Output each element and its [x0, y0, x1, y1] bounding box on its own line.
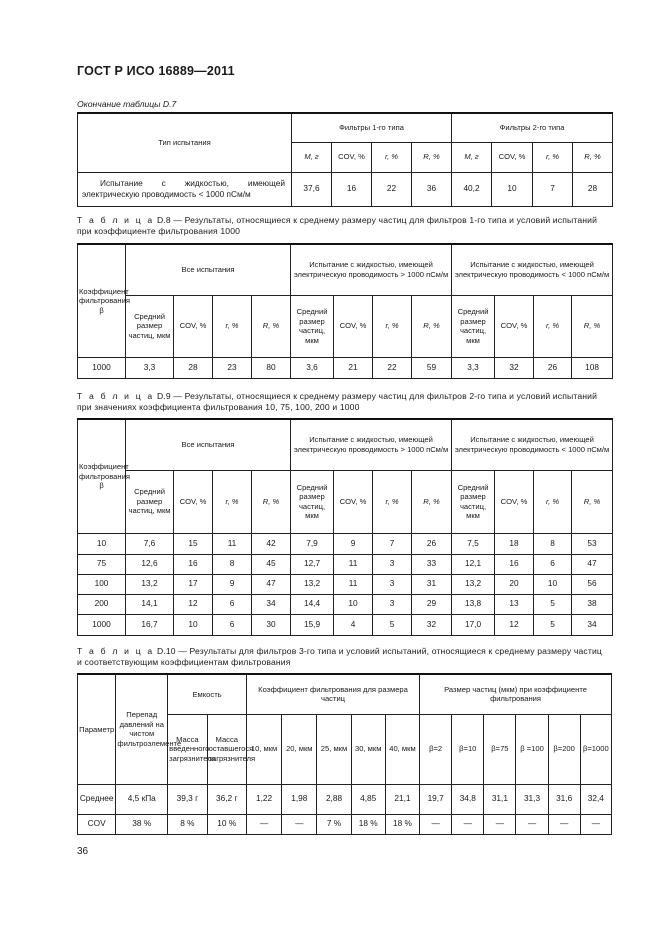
d9-sub-R: R, % [572, 470, 613, 533]
d8-sub-size: Средний размер частиц, мкм [126, 295, 174, 357]
d7-cell: 37,6 [292, 172, 332, 206]
d10-sub-beta: 25, мкм [317, 714, 351, 784]
d10-sub-beta: 20, мкм [282, 714, 317, 784]
d9-cell: 5 [373, 614, 412, 635]
d10-cell: 2,88 [317, 784, 351, 814]
d9-cell: 4 [334, 614, 373, 635]
d9-cell: 13,8 [452, 594, 495, 614]
d8-sub-size: Средний размер частиц, мкм [452, 295, 495, 357]
d10-cell: 18 % [385, 814, 419, 834]
d7-cell: 40,2 [452, 172, 492, 206]
d8-cell: 108 [572, 357, 613, 378]
d9-sub-R: R, % [412, 470, 452, 533]
d8-sub-r: r, % [213, 295, 252, 357]
d10-header-beta: Коэффициент фильтрования для размера частиц [246, 674, 419, 714]
d9-header-coef: Коэффициент фильтрования β [78, 419, 126, 533]
d7-sub-r: r, % [372, 142, 412, 172]
table-d7 [77, 112, 613, 207]
d9-cell: 10 [334, 594, 373, 614]
d10-header-pressure: Перепад давлений на чистом фильтроэлементе [116, 674, 168, 784]
d9-cell: 33 [412, 554, 452, 574]
d8-cell: 28 [174, 357, 213, 378]
d9-cell: 1000 [78, 614, 126, 635]
d7-sub-cov: COV, % [332, 142, 372, 172]
d10-cell: 18 % [351, 814, 385, 834]
d9-cell: 12,6 [126, 554, 174, 574]
d9-cell: 42 [252, 533, 291, 554]
d9-cell: 29 [412, 594, 452, 614]
d10-header-size: Размер частиц (мкм) при коэффициенте фильтрования [420, 674, 612, 714]
d10-sub-size: β=1000 [580, 714, 611, 784]
table-row [78, 614, 613, 635]
d9-cell: 3 [373, 574, 412, 594]
d9-cell: 10 [78, 533, 126, 554]
d9-header-all: Все испытания [126, 419, 291, 470]
d9-cell: 7,6 [126, 533, 174, 554]
d10-cell: 36,2 г [207, 784, 246, 814]
d10-cell: 31,3 [516, 784, 548, 814]
d9-sub-size: Средний размер частиц, мкм [452, 470, 495, 533]
d9-cell: 38 [572, 594, 613, 614]
d9-cell: 6 [534, 554, 572, 574]
d10-sub-size: β =100 [516, 714, 548, 784]
d8-sub-cov: COV, % [495, 295, 534, 357]
d9-cell: 3 [373, 554, 412, 574]
d9-cell: 20 [495, 574, 534, 594]
table-d10 [77, 673, 612, 835]
d9-sub-R: R, % [252, 470, 291, 533]
d8-cell: 1000 [78, 357, 126, 378]
d8-cell: 22 [373, 357, 412, 378]
d10-header-capacity: Емкость [168, 674, 247, 714]
d10-cell: — [580, 814, 611, 834]
d9-cell: 6 [213, 614, 252, 635]
d9-cell: 200 [78, 594, 126, 614]
d9-header-gt: Испытание с жидкостью, имеющей электрическую проводимость > 1000 пСм/м [291, 419, 452, 470]
d9-cell: 9 [334, 533, 373, 554]
d8-cell: 32 [495, 357, 534, 378]
d9-cell: 7,9 [291, 533, 334, 554]
d9-cell: 15 [174, 533, 213, 554]
d9-cell: 14,4 [291, 594, 334, 614]
d10-sub-beta: 30, мкм [351, 714, 385, 784]
d9-sub-cov: COV, % [174, 470, 213, 533]
d8-sub-R: R, % [572, 295, 613, 357]
table-d9-title: Т а б л и ц а D.9 — Результаты, относящиеся к среднему размеру частиц для фильтров 2-го типа и условий испытаний при значениях коэффициента фильтрования 10, 75, 100, 200 и 1000 [77, 391, 598, 413]
d10-sub-size: β=10 [452, 714, 484, 784]
d10-cell: Среднее [78, 784, 116, 814]
d10-header-mass-left: Масса оставшегося загрязнителя [207, 714, 246, 784]
d7-sub-r: r, % [533, 142, 573, 172]
d9-cell: 56 [572, 574, 613, 594]
d8-header-coef: Коэффициент фильтрования β [78, 244, 126, 357]
d9-cell: 16 [495, 554, 534, 574]
d9-cell: 47 [252, 574, 291, 594]
d9-cell: 16 [174, 554, 213, 574]
d10-cell: 19,7 [420, 784, 452, 814]
d10-sub-size: β=75 [484, 714, 516, 784]
d8-header-all: Все испытания [126, 244, 291, 295]
d8-cell: 21 [334, 357, 373, 378]
d8-cell: 26 [534, 357, 572, 378]
d9-cell: 12 [495, 614, 534, 635]
d10-cell: — [246, 814, 281, 834]
d9-cell: 13 [495, 594, 534, 614]
d9-cell: 34 [252, 594, 291, 614]
d7-sub-m: M, г [292, 142, 332, 172]
d9-cell: 17,0 [452, 614, 495, 635]
table-d7-caption: Окончание таблицы D.7 [77, 99, 177, 109]
d8-cell: 3,6 [291, 357, 334, 378]
d10-sub-beta: 10, мкм [246, 714, 281, 784]
table-row [78, 554, 613, 574]
d8-header-gt: Испытание с жидкостью, имеющей электрическую проводимость > 1000 пСм/м [291, 244, 452, 295]
table-row [78, 814, 612, 834]
d7-header-test-type: Тип испытания [78, 113, 292, 172]
d10-sub-size: β=200 [548, 714, 580, 784]
d7-sub-m: M, г [452, 142, 492, 172]
d8-sub-R: R, % [252, 295, 291, 357]
d9-cell: 7 [373, 533, 412, 554]
d8-cell: 3,3 [126, 357, 174, 378]
d9-cell: 6 [213, 594, 252, 614]
d7-sub-cov: COV, % [492, 142, 533, 172]
d9-cell: 11 [334, 574, 373, 594]
d7-header-type2: Фильтры 2-го типа [452, 113, 613, 142]
d10-cell: — [282, 814, 317, 834]
page-number: 36 [77, 846, 89, 857]
d9-cell: 32 [412, 614, 452, 635]
d7-cell: 36 [412, 172, 452, 206]
d7-sub-R: R, % [412, 142, 452, 172]
d9-cell: 12,1 [452, 554, 495, 574]
d8-sub-cov: COV, % [174, 295, 213, 357]
d9-cell: 100 [78, 574, 126, 594]
d9-cell: 8 [213, 554, 252, 574]
d9-cell: 10 [534, 574, 572, 594]
d10-cell: 4,85 [351, 784, 385, 814]
table-row [78, 533, 613, 554]
d9-sub-cov: COV, % [334, 470, 373, 533]
d9-sub-r: r, % [373, 470, 412, 533]
d8-sub-r: r, % [534, 295, 572, 357]
d9-cell: 18 [495, 533, 534, 554]
d9-cell: 75 [78, 554, 126, 574]
table-d9 [77, 418, 613, 636]
table-d8-title: Т а б л и ц а D.8 — Результаты, относящиеся к среднему размеру частиц для фильтров 1-го типа и условий испытаний при коэффициенте фильтрования 1000 [77, 215, 598, 237]
d9-cell: 17 [174, 574, 213, 594]
d10-cell: — [452, 814, 484, 834]
d9-header-lt: Испытание с жидкостью, имеющей электрическую проводимость < 1000 пСм/м [452, 419, 613, 470]
table-d10-title: Т а б л и ц а D.10 — Результаты для фильтров 3-го типа и условий испытаний, относящиеся к среднему размеру частиц и соответствующим коэффициентам фильтрования [77, 646, 602, 668]
d10-cell: 8 % [168, 814, 207, 834]
d8-header-lt: Испытание с жидкостью, имеющей электрическую проводимость < 1000 пСм/м [452, 244, 613, 295]
d9-cell: 5 [534, 614, 572, 635]
d10-cell: 31,1 [484, 784, 516, 814]
table-d8 [77, 243, 613, 379]
d9-cell: 13,2 [126, 574, 174, 594]
d7-row-label: Испытание с жидкостью, имеющей электрическую проводимость < 1000 пСм/м [78, 172, 292, 206]
d10-cell: — [548, 814, 580, 834]
d10-cell: 4,5 кПа [116, 784, 168, 814]
d10-sub-size: β=2 [420, 714, 452, 784]
d7-cell: 7 [533, 172, 573, 206]
d10-cell: 10 % [207, 814, 246, 834]
d9-cell: 16,7 [126, 614, 174, 635]
d7-cell: 28 [573, 172, 613, 206]
d9-cell: 3 [373, 594, 412, 614]
d9-cell: 7,5 [452, 533, 495, 554]
d8-sub-r: r, % [373, 295, 412, 357]
d9-cell: 11 [213, 533, 252, 554]
d10-cell: 21,1 [385, 784, 419, 814]
d10-cell: 7 % [317, 814, 351, 834]
d9-cell: 13,2 [291, 574, 334, 594]
d9-cell: 34 [572, 614, 613, 635]
table-row [78, 784, 612, 814]
d10-cell: — [516, 814, 548, 834]
d9-cell: 11 [334, 554, 373, 574]
d9-cell: 47 [572, 554, 613, 574]
d9-cell: 5 [534, 594, 572, 614]
d10-header-mass-in: Масса введенного загрязнителя [168, 714, 207, 784]
table-row [78, 574, 613, 594]
d8-sub-cov: COV, % [334, 295, 373, 357]
d9-cell: 15,9 [291, 614, 334, 635]
table-row [78, 594, 613, 614]
d9-cell: 13,2 [452, 574, 495, 594]
d9-cell: 53 [572, 533, 613, 554]
d7-cell: 10 [492, 172, 533, 206]
d7-sub-R: R, % [573, 142, 613, 172]
d8-sub-size: Средний размер частиц, мкм [291, 295, 334, 357]
d10-cell: — [484, 814, 516, 834]
d9-cell: 10 [174, 614, 213, 635]
d10-cell: 1,22 [246, 784, 281, 814]
d9-sub-size: Средний размер частиц, мкм [126, 470, 174, 533]
d7-header-type1: Фильтры 1-го типа [292, 113, 452, 142]
page-header: ГОСТ Р ИСО 16889—2011 [77, 64, 235, 78]
d10-cell: 32,4 [580, 784, 611, 814]
d9-cell: 31 [412, 574, 452, 594]
d9-sub-size: Средний размер частиц, мкм [291, 470, 334, 533]
d7-cell: 22 [372, 172, 412, 206]
d10-cell: 31,6 [548, 784, 580, 814]
d7-cell: 16 [332, 172, 372, 206]
d9-cell: 26 [412, 533, 452, 554]
d9-sub-r: r, % [534, 470, 572, 533]
d9-cell: 14,1 [126, 594, 174, 614]
d10-cell: 34,8 [452, 784, 484, 814]
d9-cell: 30 [252, 614, 291, 635]
d8-cell: 3,3 [452, 357, 495, 378]
d9-cell: 45 [252, 554, 291, 574]
d9-cell: 12 [174, 594, 213, 614]
d9-sub-r: r, % [213, 470, 252, 533]
d8-cell: 80 [252, 357, 291, 378]
d10-header-param: Параметр [78, 674, 116, 784]
d10-cell: 38 % [116, 814, 168, 834]
d10-cell: 39,3 г [168, 784, 207, 814]
d10-cell: COV [78, 814, 116, 834]
d9-cell: 9 [213, 574, 252, 594]
d8-cell: 23 [213, 357, 252, 378]
d9-cell: 8 [534, 533, 572, 554]
d8-cell: 59 [412, 357, 452, 378]
table-row [78, 357, 613, 378]
d8-sub-R: R, % [412, 295, 452, 357]
d9-sub-cov: COV, % [495, 470, 534, 533]
d10-sub-beta: 40, мкм [385, 714, 419, 784]
d10-cell: 1,98 [282, 784, 317, 814]
d9-cell: 12,7 [291, 554, 334, 574]
d10-cell: — [420, 814, 452, 834]
